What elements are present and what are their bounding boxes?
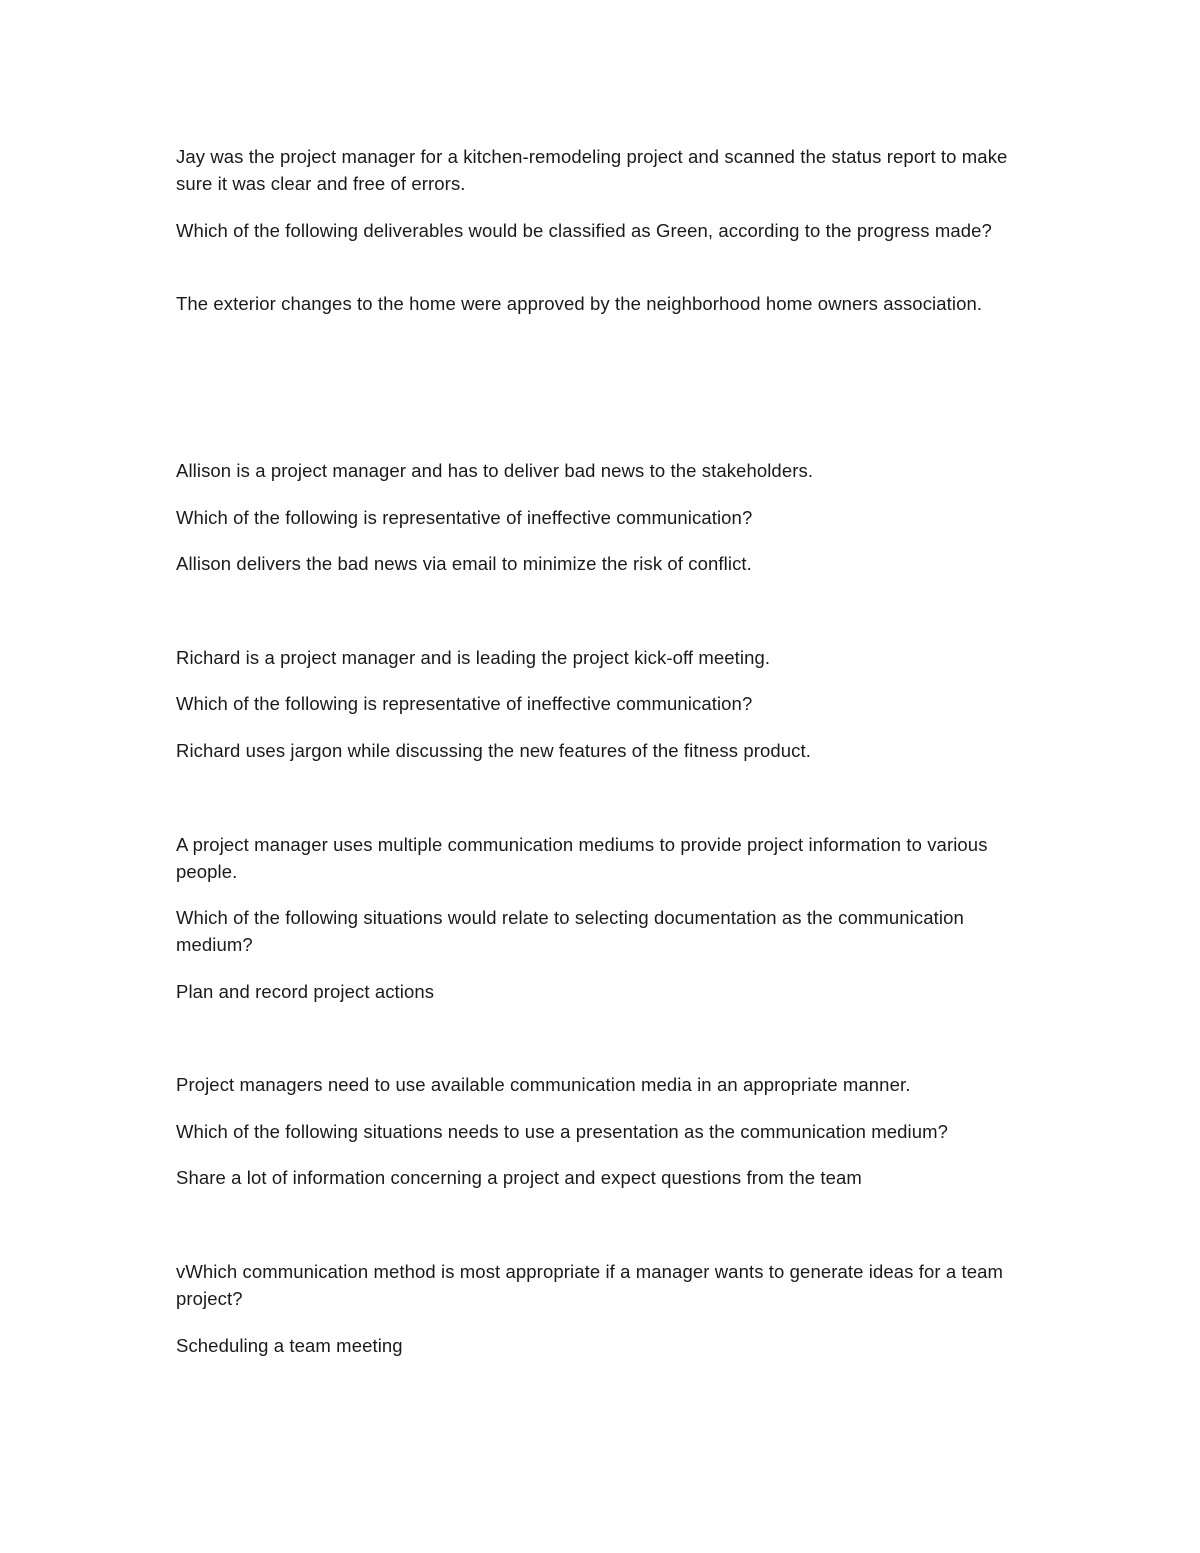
section-4-answer: Plan and record project actions: [176, 981, 435, 1002]
section-4-question: Which of the following situations would relate to selecting documentation as the communication medium?: [176, 907, 964, 955]
section-6-question: vWhich communication method is most appropriate if a manager wants to generate ideas for a team project?: [176, 1261, 1003, 1309]
section-3-context: Richard is a project manager and is leading the project kick-off meeting.: [176, 647, 771, 668]
section-1-question: Which of the following deliverables would be classified as Green, according to the progress made?: [176, 220, 992, 241]
section-4-context: A project manager uses multiple communication mediums to provide project information to various people.: [176, 834, 988, 882]
section-2-answer: Allison delivers the bad news via email to minimize the risk of conflict.: [176, 553, 752, 574]
section-5-context: Project managers need to use available communication media in an appropriate manner.: [176, 1074, 911, 1095]
section-1-context: Jay was the project manager for a kitchen-remodeling project and scanned the status report to make sure it was clear and free of errors.: [176, 146, 1008, 194]
section-3-question: Which of the following is representative of ineffective communication?: [176, 693, 753, 714]
section-3-answer: Richard uses jargon while discussing the new features of the fitness product.: [176, 740, 811, 761]
section-5-answer: Share a lot of information concerning a project and expect questions from the team: [176, 1167, 862, 1188]
section-2-context: Allison is a project manager and has to deliver bad news to the stakeholders.: [176, 460, 814, 481]
section-5-question: Which of the following situations needs to use a presentation as the communication medium?: [176, 1121, 949, 1142]
section-6-answer: Scheduling a team meeting: [176, 1335, 403, 1356]
section-2-question: Which of the following is representative of ineffective communication?: [176, 507, 753, 528]
section-1-answer: The exterior changes to the home were approved by the neighborhood home owners association.: [176, 293, 983, 314]
